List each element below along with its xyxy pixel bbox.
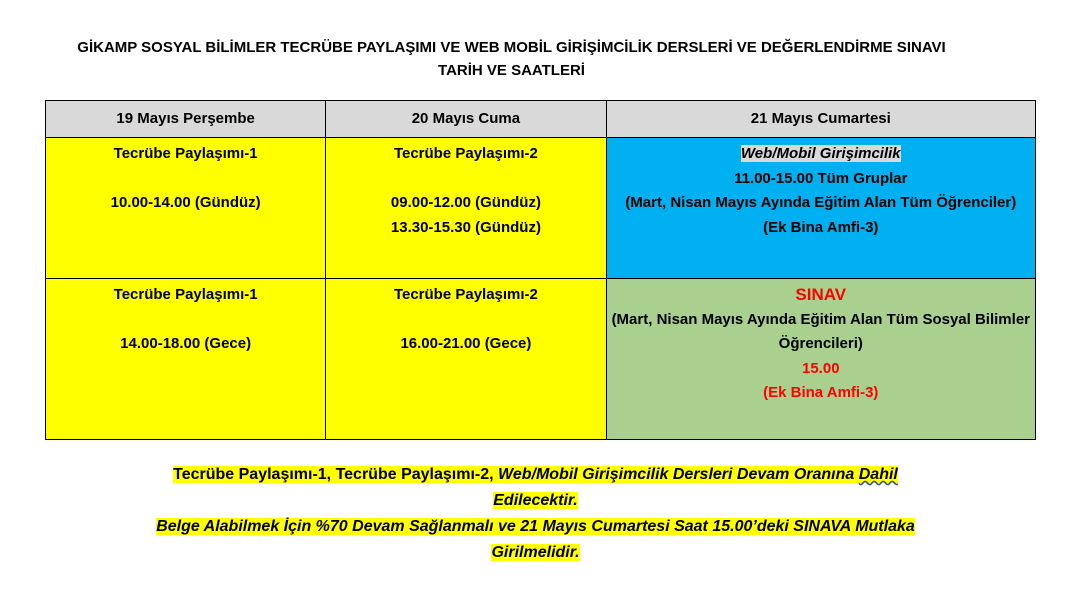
- session-title: Tecrübe Paylaşımı-1: [113, 145, 258, 162]
- exam-place: (Ek Bina Amfi-3): [763, 384, 879, 401]
- note-text: Web/Mobil Girişimcilik Dersleri Devam Oranına: [498, 466, 859, 483]
- session-time: 14.00-18.00 (Gece): [120, 335, 252, 352]
- header-saturday: 21 Mayıs Cumartesi: [606, 101, 1035, 138]
- note-certificate: [0, 514, 1071, 566]
- session-title: Tecrübe Paylaşımı-2: [393, 286, 538, 303]
- cell-saturday-exam: [606, 279, 1035, 440]
- title-line-1: GİKAMP SOSYAL BİLİMLER TECRÜBE PAYLAŞIMI VE WEB MOBİL GİRİŞİMCİLİK DERSLERİ VE DEĞERLENDİRME SINAVI: [77, 39, 946, 56]
- note-attendance: [0, 462, 1071, 514]
- session-time: 16.00-21.00 (Gece): [400, 335, 532, 352]
- table-row: [46, 279, 1036, 440]
- session-title: Tecrübe Paylaşımı-2: [393, 145, 538, 162]
- notes-section: [0, 462, 1071, 566]
- exam-description: (Mart, Nisan Mayıs Ayında Eğitim Alan Tüm Sosyal Bilimler Öğrencileri): [611, 310, 1030, 352]
- session-description: (Mart, Nisan Mayıs Ayında Eğitim Alan Tüm Öğrenciler): [625, 194, 1017, 211]
- session-place: (Ek Bina Amfi-3): [763, 218, 879, 236]
- table-row: [46, 138, 1036, 279]
- cell-friday-night: [326, 279, 606, 440]
- session-time: 10.00-14.00 (Gündüz): [110, 194, 261, 211]
- note-text: Edilecektir.: [493, 492, 578, 509]
- session-time: 11.00-15.00 Tüm Gruplar: [734, 169, 908, 187]
- table-header-row: [46, 101, 1036, 138]
- session-title: Web/Mobil Girişimcilik: [740, 145, 901, 162]
- note-text: Tecrübe Paylaşımı-1, Tecrübe Paylaşımı-2,: [173, 466, 499, 483]
- cell-friday-day: [326, 138, 606, 279]
- header-thursday: 19 Mayıs Perşembe: [46, 101, 326, 138]
- cell-saturday-web-mobil: [606, 138, 1035, 279]
- session-time: 13.30-15.30 (Gündüz): [390, 218, 541, 236]
- exam-title: SINAV: [795, 285, 847, 304]
- session-time: 09.00-12.00 (Gündüz): [390, 194, 541, 211]
- exam-time: 15.00: [802, 359, 840, 377]
- header-friday: 20 Mayıs Cuma: [326, 101, 606, 138]
- title-line-2: TARİH VE SAATLERİ: [438, 62, 585, 79]
- document-title: [0, 36, 1071, 82]
- note-text: Belge Alabilmek İçin %70 Devam Sağlanmalı ve 21 Mayıs Cumartesi Saat 15.00’deki SINAVA Mutlaka: [156, 518, 915, 535]
- note-text: Dahil: [858, 466, 898, 483]
- cell-thursday-day: [46, 138, 326, 279]
- note-text: Girilmelidir.: [491, 544, 580, 561]
- session-title: Tecrübe Paylaşımı-1: [113, 286, 258, 303]
- cell-thursday-night: [46, 279, 326, 440]
- schedule-table: [45, 100, 1036, 440]
